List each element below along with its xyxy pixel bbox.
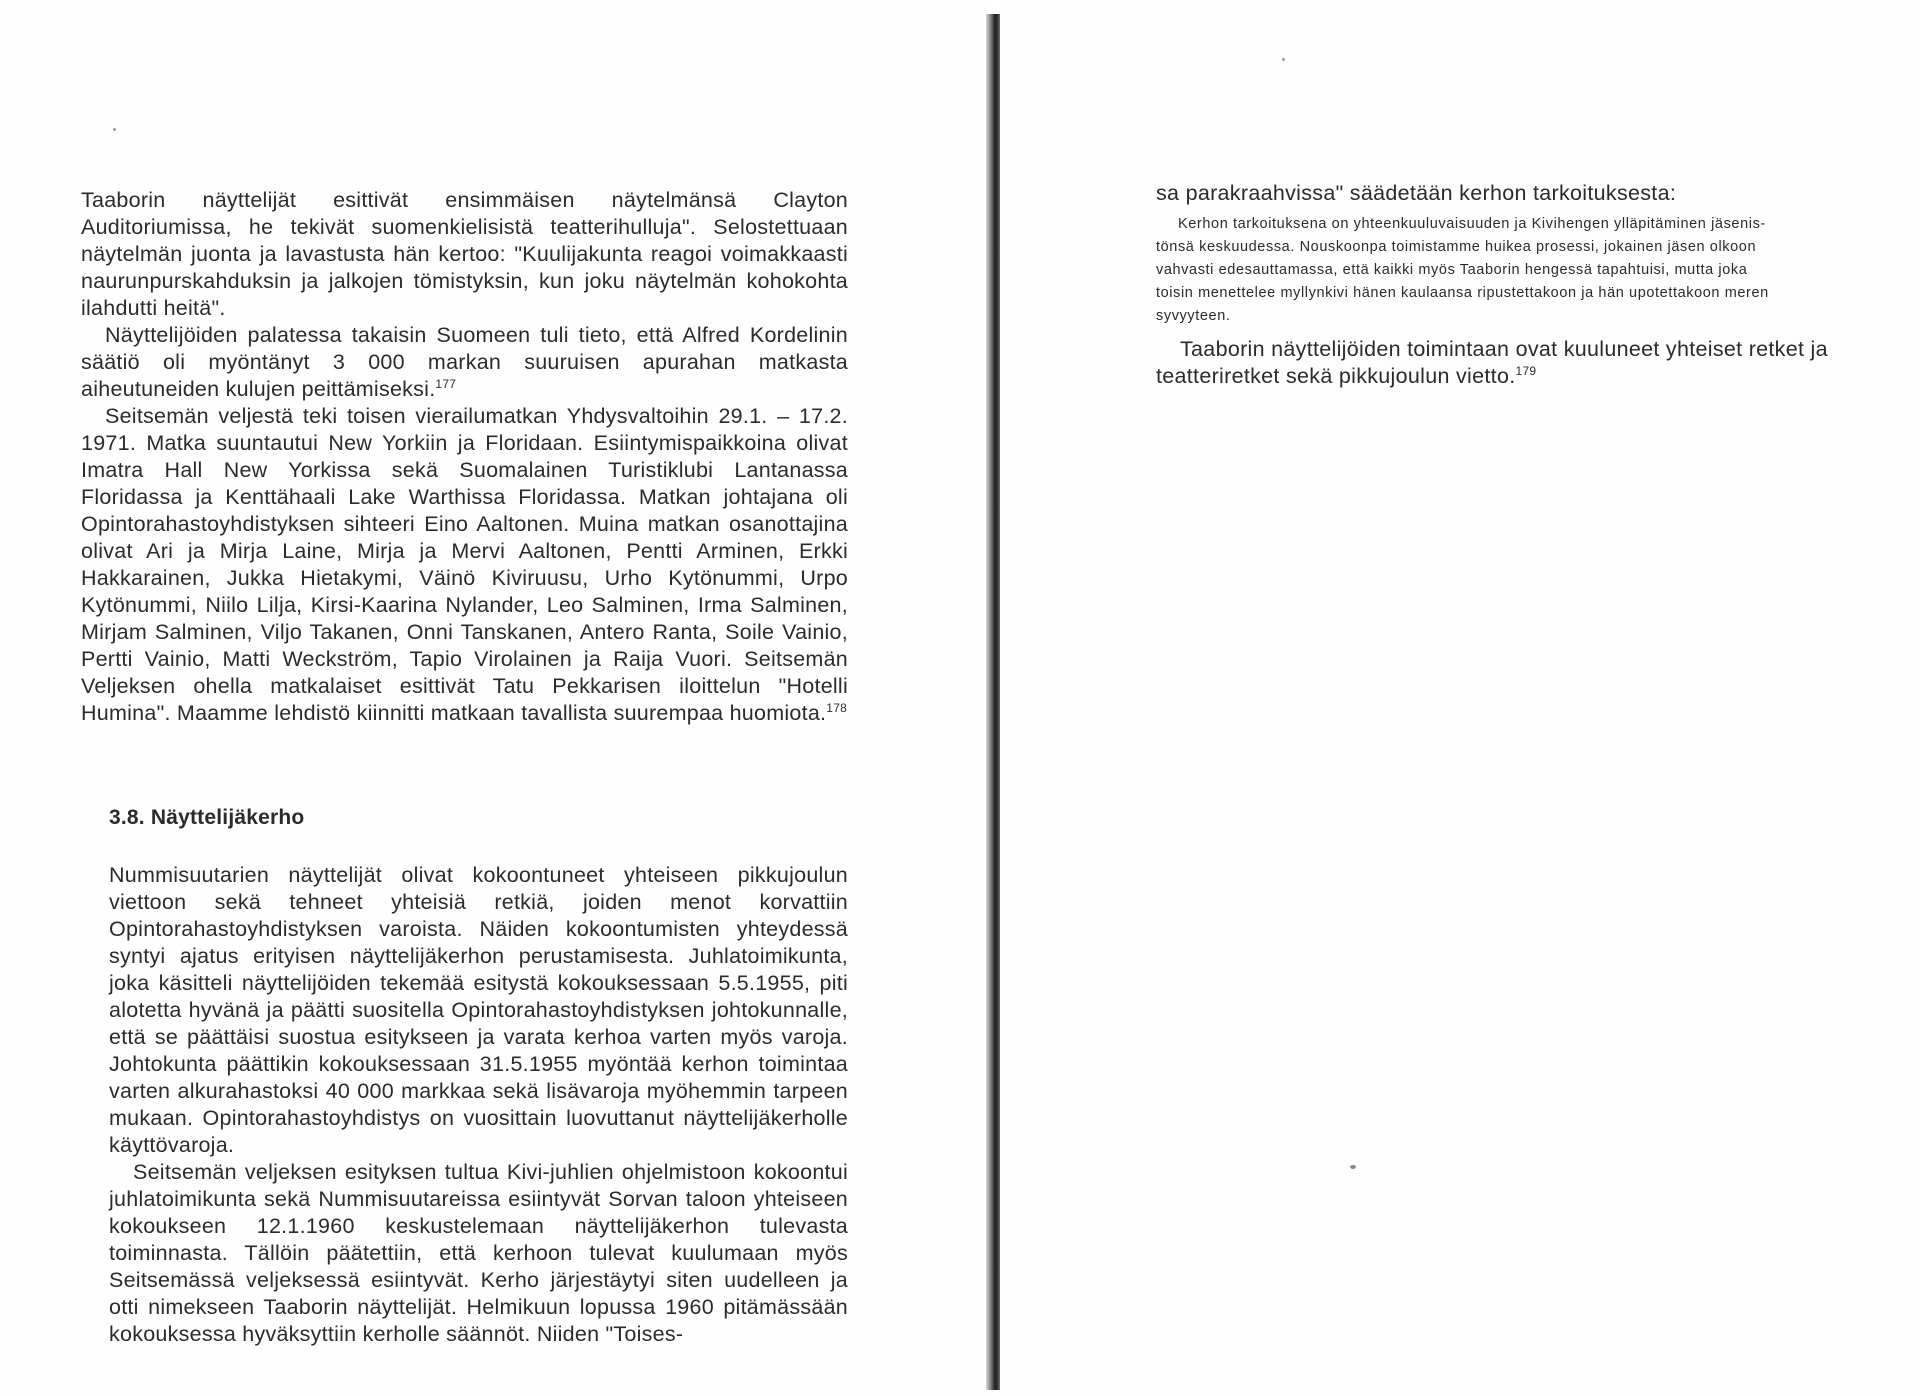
- closing-line: [1156, 363, 1920, 390]
- footnote-marker: 178: [826, 700, 848, 715]
- footnote-marker: 179: [1515, 363, 1537, 378]
- paragraph: [81, 403, 848, 727]
- right-page-body: [1156, 180, 1920, 390]
- paragraph-text: Näyttelijöiden palatessa takaisin Suomeen tuli tieto, että Alfred Kordelinin säätiö oli myöntänyt 3 000 markan suuruisen apurahan matkasta aiheutuneiden kulujen peittämiseksi.: [81, 323, 848, 401]
- right-page: [1000, 0, 1920, 1396]
- left-page-body: [81, 187, 848, 727]
- paragraph-text: Seitsemän veljestä teki toisen vierailumatkan Yhdysvaltoihin 29.1. – 17.2. 1971. Matka suuntautui New Yorkiin ja Floridaan. Esiintymispaikkoina olivat Imatra Hall New Yorkissa sekä Suomalainen Turistiklubi Lantanassa Floridassa ja Kenttähaali Lake Warthissa Floridassa. Matkan johtajana oli Opintorahastoyhdistyksen sihteeri Eino Aaltonen. Muina matkan osanottajina olivat Ari ja Mirja Laine, Mirja ja Mervi Aaltonen, Pentti Arminen, Erkki Hakkarainen, Jukka Hietakymi, Väinö Kiviruusu, Urho Kytönummi, Urpo Kytönummi, Niilo Lilja, Kirsi-Kaarina Nylander, Leo Salminen, Irma Salminen, Mirjam Salminen, Viljo Takanen, Onni Tanskanen, Antero Ranta, Soile Vainio, Pertti Vainio, Matti Weckström, Tapio Virolainen ja Raija Vuori. Seitsemän Veljeksen ohella matkalaiset esittivät Tatu Pekkarisen iloittelun "Hotelli Humina". Maamme lehdistö kiinnitti matkaan tavallista suurempaa huomiota.: [81, 404, 848, 725]
- paragraph: Seitsemän veljeksen esityksen tultua Kivi-juhlien ohjelmistoon kokoontui juhlatoimikunta sekä Nummisuutareissa esiintyvät Sorvan taloon yhteiseen kokoukseen 12.1.1960 keskustelemaan näyttelijäkerhon tulevasta toiminnasta. Tällöin päätettiin, että kerhoon tulevat kuulumaan myös Seitsemässä veljeksessä esiintyvät. Kerho järjestäytyi siten uudelleen ja otti nimekseen Taaborin näyttelijät. Helmikuun lopussa 1960 pitämässään kokouksessa hyväksyttiin kerholle säännöt. Niiden "Toises-: [109, 1160, 848, 1346]
- footnote-marker: 177: [435, 376, 457, 391]
- quote-line: syvyyteen.: [1156, 308, 1231, 324]
- section-heading: 3.8. Näyttelijäkerho: [109, 806, 305, 829]
- quote-line: toisin menettelee myllynkivi hänen kaulaansa ripustettakoon ja hän upotettakoon meren: [1156, 285, 1769, 301]
- paragraph: Taaborin näyttelijät esittivät ensimmäisen näytelmänsä Clayton Auditoriumissa, he tekivät suomenkielisistä teatterihulluja". Selostettuaan näytelmän juonta ja lavastusta hän kertoo: "Kuulijakunta reagoi voimakkaasti naurunpurskahduksin ja jalkojen tömistyksin, kun joku näytelmän kohokohta ilahdutti heitä".: [81, 188, 848, 320]
- closing-line: Taaborin näyttelijöiden toimintaan ovat kuuluneet yhteiset retket ja: [1180, 337, 1828, 361]
- paper-speck: [1282, 58, 1285, 61]
- quote-line: Kerhon tarkoituksena on yhteenkuuluvaisuuden ja Kivihengen ylläpitäminen jäsenis-: [1178, 216, 1766, 232]
- section-body: [109, 862, 848, 1348]
- closing-line-text: teatteriretket sekä pikkujoulun vietto.: [1156, 364, 1516, 388]
- paper-speck: [1350, 1165, 1356, 1169]
- paragraph: Nummisuutarien näyttelijät olivat kokoontuneet yhteiseen pikkujoulun viettoon sekä tehneet yhteisiä retkiä, joiden menot korvattiin Opintorahastoyhdistyksen varoista. Näiden kokoontumisten yhteydessä syntyi ajatus erityisen näyttelijäkerhon perustamisesta. Juhlatoimikunta, joka käsitteli näyttelijöiden tekemää esitystä kokouksessaan 5.5.1955, piti alotetta hyvänä ja päätti suositella Opintorahastoyhdistyksen johtokunnalle, että se päättäisi suostua esitykseen ja varata kerhoa varten myös varoja. Johtokunta päättikin kokouksessaan 31.5.1955 myöntää kerhon toimintaa varten alkurahastoksi 40 000 markkaa sekä lisävaroja myöhemmin tarpeen mukaan. Opintorahastoyhdistys on vuosittain luovuttanut näyttelijäkerholle käyttövaroja.: [109, 863, 848, 1157]
- paper-speck: [113, 128, 116, 131]
- block-quote: [1156, 213, 1920, 328]
- quote-line: vahvasti edesauttamassa, että kaikki myös Taaborin hengessä tapahtuisi, mutta joka: [1156, 262, 1748, 278]
- quote-line: tönsä keskuudessa. Nouskoonpa toimistamme huikea prosessi, jokainen jäsen olkoon: [1156, 239, 1757, 255]
- paragraph: [81, 322, 848, 403]
- intro-line: sa parakraahvissa" säädetään kerhon tarkoituksesta:: [1156, 181, 1677, 205]
